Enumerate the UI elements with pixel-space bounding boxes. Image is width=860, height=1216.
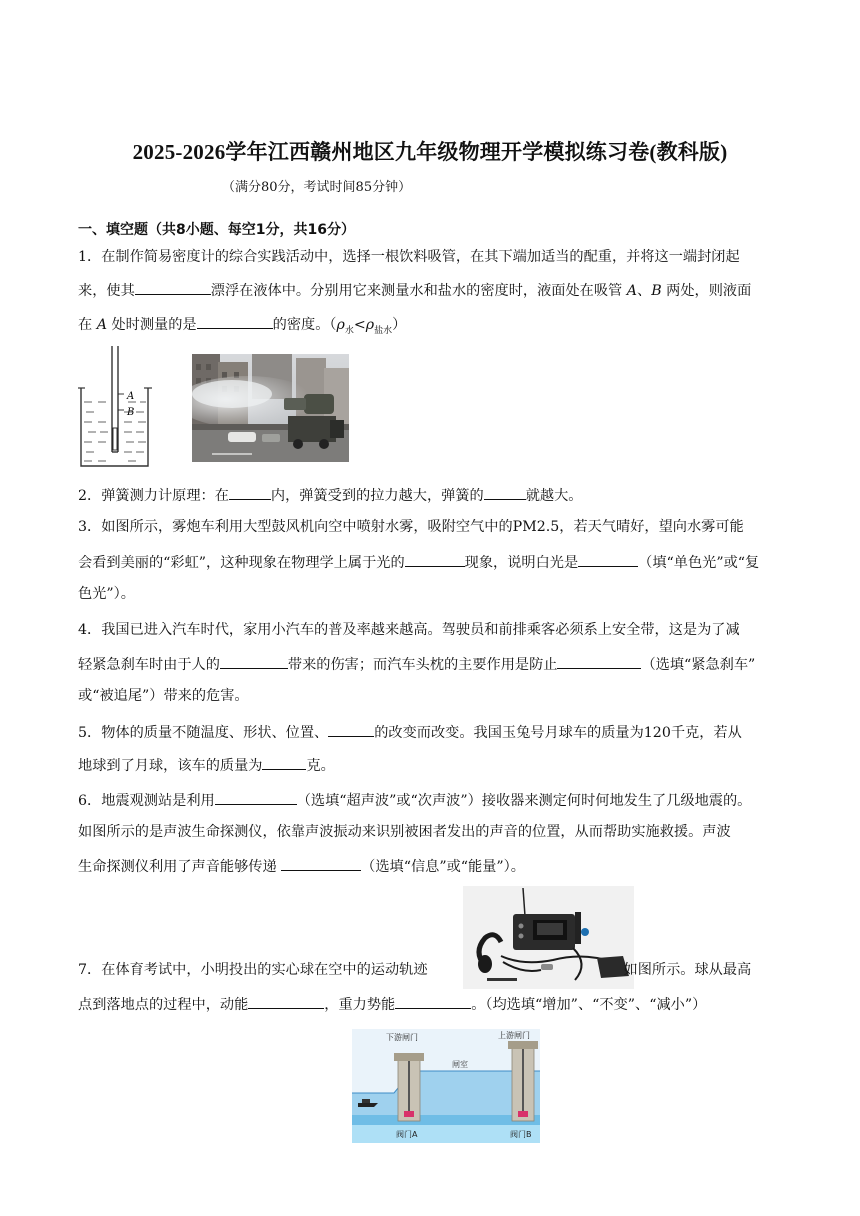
answer-blank[interactable] — [229, 484, 271, 500]
downstream-gate-label: 下游闸门 — [386, 1033, 418, 1042]
answer-blank[interactable] — [248, 993, 324, 1009]
question-1-line-3: 在 A 处时测量的是 的密度。$(\rho_水<\rho_{盐水})$ — [78, 313, 406, 341]
answer-blank[interactable] — [578, 551, 638, 567]
answer-blank[interactable] — [197, 313, 273, 329]
mark-b-label: B — [127, 407, 135, 418]
lock-chamber-label: 闸室 — [452, 1060, 468, 1069]
question-3-line-3: 色光”）。 — [78, 586, 135, 602]
question-3-line-2: 会看到美丽的“彩虹”，这种现象在物理学上属于光的 现象，说明白光是 （填“单色光”或“复 — [78, 551, 759, 573]
answer-blank[interactable] — [215, 789, 297, 805]
question-5-line-1: 5．物体的质量不随温度、形状、位置、 的改变而改变。我国玉兔号月球车的质量为120千克，若从 — [78, 721, 742, 743]
answer-blank[interactable] — [395, 993, 471, 1009]
page-title: 2025-2026学年江西赣州地区九年级物理开学模拟练习卷(教科版) — [132, 140, 728, 164]
answer-blank[interactable] — [281, 855, 361, 871]
question-7-line-2: 点到落地点的过程中，动能 ，重力势能 。（均选填“增加”、“不变”、“减小”） — [78, 993, 706, 1015]
answer-blank[interactable] — [328, 721, 374, 737]
answer-blank[interactable] — [557, 653, 641, 669]
valve-b-label: 阀门B — [510, 1130, 532, 1139]
question-1-line-2: 来，使其 漂浮在液体中。分别用它来测量水和盐水的密度时，液面处在吸管 A、B 两处，则液面 — [78, 279, 751, 301]
answer-blank[interactable] — [405, 551, 465, 567]
ship-lock-diagram — [352, 1029, 540, 1143]
question-1-line-1: 1．在制作简易密度计的综合实践活动中，选择一根饮料吸管，在其下端加适当的配重，并将这一端封闭起 — [78, 249, 740, 265]
exam-info: （满分80分，考试时间85分钟） — [222, 180, 412, 195]
question-6-line-1: 6．地震观测站是利用 （选填“超声波”或“次声波”）接收器来测定何时何地发生了几级地震的。 — [78, 789, 751, 811]
question-4-line-3: 或“被追尾”）带来的危害。 — [78, 688, 249, 704]
valve-a-label: 阀门A — [396, 1130, 418, 1139]
question-5-line-2: 地球到了月球，该车的质量为 克。 — [78, 754, 335, 776]
answer-blank[interactable] — [484, 484, 526, 500]
question-2: 2．弹簧测力计原理：在 内，弹簧受到的拉力越大，弹簧的 就越大。 — [78, 484, 583, 506]
question-4-line-1: 4．我国已进入汽车时代，家用小汽车的普及率越来越高。驾驶员和前排乘客必须系上安全带，这是为了减 — [78, 622, 740, 638]
fog-cannon-truck-photo — [192, 354, 349, 462]
question-3-line-1: 3．如图所示，雾炮车利用大型鼓风机向空中喷射水雾，吸附空气中的PM2.5，若天气晴好，望向水雾可能 — [78, 519, 744, 535]
question-6-line-2: 如图所示的是声波生命探测仪，依靠声波振动来识别被困者发出的声音的位置，从而帮助实施救援。声波 — [78, 824, 731, 840]
answer-blank[interactable] — [135, 279, 211, 295]
answer-blank[interactable] — [262, 754, 306, 770]
answer-blank[interactable] — [220, 653, 288, 669]
question-7-line-1: 7．在体育考试中，小明投出的实心球在空中的运动轨迹 如图所示。球从最高 — [78, 962, 752, 978]
density-meter-beaker-figure — [78, 346, 156, 470]
mark-a-label: A — [127, 391, 135, 402]
question-4-line-2: 轻紧急刹车时由于人的 带来的伤害；而汽车头枕的主要作用是防止 （选填“紧急刹车” — [78, 653, 755, 675]
section-heading-fill-blank: 一、填空题（共8小题、每空1分，共16分） — [78, 222, 355, 238]
upstream-gate-label: 上游闸门 — [498, 1031, 530, 1040]
question-6-line-3: 生命探测仪利用了声音能够传递 （选填“信息”或“能量”）。 — [78, 855, 525, 877]
